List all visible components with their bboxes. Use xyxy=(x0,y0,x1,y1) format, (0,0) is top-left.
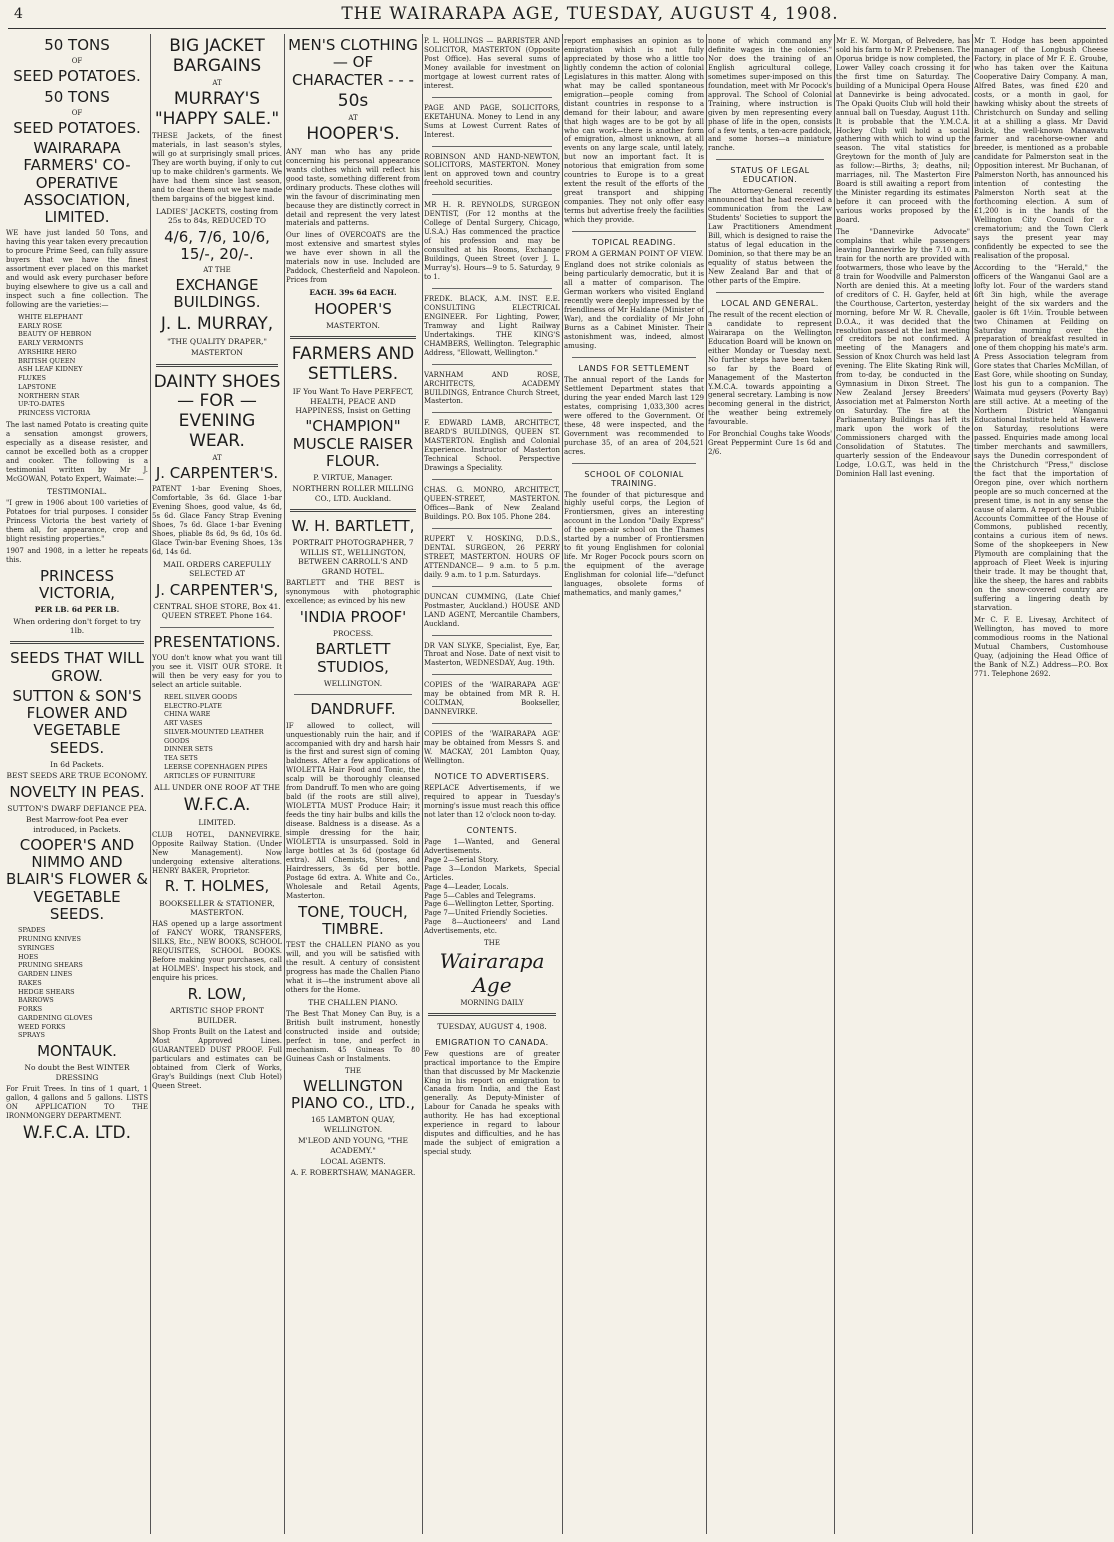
column-4 xyxy=(424,34,560,1534)
mens-clothing-heading: MEN'S CLOTHING — OF CHARACTER - - - xyxy=(288,36,418,89)
local-items-2: According to the "Herald," the officers of the Wanganui Gaol are a lofty lot. Four of the warders stand 6ft 3in high, while the average height of the six warders and the gaoler is 6ft 1½in. Trouble between two Chinamen at Feilding on Saturday morning over the preparation of breakfast resulted in one of them chopping his mate's arm. A Press Association telegram from Gore states that Charles McMillan, of East Gore, while shooting on Sunday, lost his gun to a companion. The Waimata mud geysers (Poverty Bay) are still active. At a meeting of the Northern District Wanganui Educational Institute held at Hawera on Saturday, resolutions were passed. Enquiries made among local timber merchants and sawmillers, says the Dunedin correspondent of the Christchurch "Press," disclose the fact that the importation of Oregon pine, over which northern people are so much concerned at the present time, is not in any sense the cause of alarm. A report of the Public Accounts Committee of the House of Commons, published recently, contains a curious item of news. Some of the shopkeepers in New Plymouth are complaining that the approach of Fleet Week is injuring their trade. It may be thought that, like the sheep, the hares and rabbits on the snow-covered country are suffering a lingering death by starvation. xyxy=(974,263,1108,613)
champion-flour: "CHAMPION" MUSCLE RAISER FLOUR. xyxy=(292,417,414,470)
list-item: Page 5—Cables and Telegrams. xyxy=(424,891,536,900)
list-item: NORTHERN STAR xyxy=(18,391,80,400)
topical-sub: FROM A GERMAN POINT OF VIEW. xyxy=(564,249,704,259)
studios-place: WELLINGTON. xyxy=(323,678,383,688)
of-label: OF xyxy=(71,57,83,66)
business-card: F. EDWARD LAMB, ARCHITECT, BEARD'S BUILDINGS, QUEEN ST. MASTERTON. English and Colonial Experience. Instructor of Masterton Technical School. Perspective Drawings a Speciality. xyxy=(424,419,560,473)
headline-seed-potatoes: SEED POTATOES. xyxy=(13,67,141,86)
column-7 xyxy=(836,34,970,1534)
presentations-heading: PRESENTATIONS. xyxy=(153,632,281,651)
editorial-heading: EMIGRATION TO CANADA. xyxy=(435,1037,549,1047)
list-item: WEED FORKS xyxy=(18,1022,66,1031)
overcoats-text: Our lines of OVERCOATS are the most extensive and smartest styles we have ever shown in all the materials now in use. Included are Paddock, Chesterfield and Napoleon. Prices from xyxy=(286,231,420,285)
virtue-manager: P. VIRTUE, Manager. xyxy=(313,473,393,483)
local-items: Mr T. Hodge has been appointed manager of the Longbush Cheese Factory, in place of Mr F. E. Groube, who has taken over the Kaituna Cooperative Dairy Company. A man, Alfred Bates, was fined £20 and costs, or a month in gaol, for hawking whisky about the streets of Christchurch on Sunday and selling it at a shilling a glass. Mr David Buick, the well-known Manawatu farmer and racehorse-owner and breeder, is mentioned as a probable candidate for Palmerston seat in the Opposition interest. Mr Buchanan, of Palmerston North, has announced his intention of contesting the Palmerston North seat at the forthcoming election. A sum of £1,200 is in the hands of the Wellington City Council for a crematorium; and the Town Clerk says the present year may confidently be expected to see the realisation of the proposal. xyxy=(974,37,1108,260)
divider xyxy=(290,336,416,339)
peas-heading: NOVELTY IN PEAS. xyxy=(9,782,145,801)
local-items-2: The "Dannevirke Advocate" complains that while passengers leaving Dannevirke by the 7.10 a.m. train for the north are provided with footwarmers, those who leave by the 8 train for Woodville and Palmerston North are denied this. At a meeting of creditors of C. H. Gayfer, held at the Courthouse, Carterton, yesterday morning, before Mr W. R. Chevalle, D.O.A., it was decided that the resolution passed at the last meeting of creditors be not confirmed. A meeting of the Managers and Session of Knox Church was held last evening. The Elite Skating Rink will, from to-day, be conducted in the Gymnasium in Dixon Street. The New Zealand Jersey Breeders' Association met at Palmerston North on Saturday. The fire at the Parliamentary Buildings has left its mark upon the work of the Commissioners charged with the Consolidation of Statutes. The quarterly session of the Endeavour Lodge, I.O.G.T., was held in the Dominion Hall last evening. xyxy=(836,228,970,478)
list-item: Page 7—United Friendly Societies. xyxy=(424,909,548,918)
tone-heading: TONE, TOUCH, TIMBRE. xyxy=(298,902,408,938)
murrays-heading: MURRAY'S "HAPPY SALE." xyxy=(154,89,280,129)
overcoat-price: EACH. 39s 6d EACH. xyxy=(309,288,397,298)
divider xyxy=(290,509,416,512)
list-item: ART VASES xyxy=(164,719,203,728)
list-item: Page 8—Auctioneers' and Land Advertisements, etc. xyxy=(424,918,560,936)
farmers-text: IF You Want To Have PERFECT, HEALTH, PEACE AND HAPPINESS, Insist on Getting xyxy=(292,387,414,415)
mens-price: 50s xyxy=(337,90,369,111)
business-card: DUNCAN CUMMING, (Late Chief Postmaster, Auckland.) HOUSE AND LAND AGENT, Mercantile Chambers, Auckland. xyxy=(424,592,560,628)
holmes-heading: R. T. HOLMES, xyxy=(164,877,270,896)
divider xyxy=(432,412,552,413)
column-divider xyxy=(150,34,151,1534)
status-heading: STATUS OF LEGAL EDUCATION. xyxy=(730,166,810,185)
bartlett-heading: W. H. BARTLETT, xyxy=(291,517,415,536)
divider xyxy=(432,528,552,529)
business-card: FREDK. BLACK, A.M. INST. E.E. CONSULTING ELECTRICAL ENGINEER. For Lighting, Power, Tramway and Light Railway Undertakings. THE KING'S CHAMBERS, Wellington. Telegraphic Address, "Ellowatt, Wellington." xyxy=(424,294,560,357)
divider xyxy=(572,357,696,358)
column-3 xyxy=(286,34,420,1534)
status-text: The Attorney-General recently announced that he had received a communication from the Law Students' Societies to support the Law Practitioners Amendment Bill, which is designed to raise the status of legal education in the Dominion, so that there may be an equality of status between the New Zealand Bar and that of other parts of the Empire. xyxy=(708,187,832,285)
column-divider xyxy=(972,34,973,1534)
local-general-heading: LOCAL AND GENERAL. xyxy=(721,298,819,308)
tools-list xyxy=(18,926,148,1040)
list-item: ASH LEAF KIDNEY xyxy=(18,365,83,374)
princess-victoria-price: PER LB. 6d PER LB. xyxy=(34,605,120,615)
list-item: UP-TO-DATES xyxy=(18,400,65,409)
bartlett-studios: BARTLETT STUDIOS, xyxy=(315,640,391,676)
at-label: AT xyxy=(212,79,222,88)
org-name: WAIRARAPA FARMERS' CO-OPERATIVE ASSOCIATION, LIMITED. xyxy=(23,139,131,226)
list-item: Page 6—Wellington Letter, Sporting. xyxy=(424,900,554,909)
list-item: BEAUTY OF HEBRON xyxy=(18,330,92,339)
divider xyxy=(432,635,552,636)
business-card: RUPERT V. HOSKING, D.D.S., DENTAL SURGEON, 26 PERRY STREET, MASTERTON. HOURS OF ATTENDANCE— 9 a.m. to 5 p.m. daily. 9 a.m. to 1 p.m. Saturdays. xyxy=(424,534,560,579)
business-card: MR H. R. REYNOLDS, SURGEON DENTIST, (For 12 months at the College of Dental Surgery, Chicago, U.S.A.) Has commenced the practice of his profession and may be consulted at his Rooms, Exchange Buildings, Queen Street (over J. L. Murray's). Hours—9 to 5. Saturday, 9 to 1. xyxy=(424,201,560,281)
list-item: Page 1—Wanted, and General Advertisements. xyxy=(424,837,560,855)
local-general-text: The result of the recent election of a candidate to represent Wairarapa on the Wellington Education Board will be known on either Monday or Tuesday next. No further steps have been taken so far by the Board of Management of the Masterton Y.M.C.A. towards appointing a general secretary. Lambing is now becoming general in the district, the weather being extremely favourable. xyxy=(708,310,832,427)
page-number: 4 xyxy=(14,6,23,22)
low-heading: R. LOW, xyxy=(187,985,247,1004)
divider xyxy=(156,364,278,367)
presentations-text: YOU don't know what you want till you see it. VISIT OUR STORE. It will then be very easy for you to select an article suitable. xyxy=(152,653,282,689)
at-the-label: AT THE xyxy=(203,266,231,275)
lands-text: The annual report of the Lands for Settlement Department states that during the year ended March last 129 estates, comprising 1,033,300 acres were offered to the Government. Of these, 48 were inspected, and the Government was recommended to purchase 35, of an area of 204,521 acres. xyxy=(564,375,704,456)
list-item: SILVER-MOUNTED LEATHER GOODS xyxy=(164,727,264,745)
column-5 xyxy=(564,34,704,1534)
jl-murray-sub: "THE QUALITY DRAPER," xyxy=(167,337,267,347)
list-item: ARTICLES OF FURNITURE xyxy=(164,771,256,780)
list-item: HEDGE SHEARS xyxy=(18,987,75,996)
process-label: PROCESS. xyxy=(332,629,374,639)
list-item: RAKES xyxy=(18,978,42,987)
milling-company: NORTHERN ROLLER MILLING CO., LTD. Auckland. xyxy=(292,484,414,503)
intro-text: WE have just landed 50 Tons, and having this year taken every precaution to procure Prime Seed, can fully assure buyers that we have the finest assortment ever placed on this market and would ask every purchaser before buying elsewhere to give us a call and inspect such a fine collection. The following are the varieties:— xyxy=(6,229,148,309)
business-card: PAGE AND PAGE, SOLICITORS, EKETAHUNA. Money to Lend in any Sums at Lowest Current Rates of Interest. xyxy=(424,103,560,139)
list-item: BRITISH QUEEN xyxy=(18,356,76,365)
sutton-heading: SUTTON & SON'S FLOWER AND VEGETABLE SEEDS. xyxy=(12,686,142,757)
lands-heading: LANDS FOR SETTLEMENT xyxy=(578,363,690,373)
divider xyxy=(10,641,144,644)
list-item: REEL SILVER GOODS xyxy=(164,692,238,701)
column-6 xyxy=(708,34,832,1534)
article-text: none of which command any definite wages in the colonies." Nor does the training of an English agricultural college, sometimes super-imposed on this foundation, meet with Mr Pocock's approval. The School of Colonial Training, where instruction is given by men representing every phase of life in the open, consists of a few tents, a ten-acre paddock, and some horses—a miniature ranche. xyxy=(708,37,832,153)
low-sub: ARTISTIC SHOP FRONT BUILDER. xyxy=(170,1006,264,1025)
column-divider xyxy=(834,34,835,1534)
club-hotel: CLUB HOTEL, DANNEVIRKE. Opposite Railway Station. (Under New Management). Now undergoing extensive alterations. HENRY BAKER, Proprietor. xyxy=(152,830,282,875)
cooper-heading: COOPER'S AND NIMMO AND BLAIR'S FLOWER & VEGETABLE SEEDS. xyxy=(6,835,148,923)
big-jacket-heading: BIG JACKET BARGAINS xyxy=(169,36,265,76)
tone-text: TEST the CHALLEN PIANO as you will, and you will be satisfied with the result. A century of consistent progress has made the Challen Piano what it is—the instrument above all others for the Home. xyxy=(286,941,420,994)
at-label: AT xyxy=(348,114,358,123)
business-card: P. L. HOLLINGS — BARRISTER AND SOLICITOR, MASTERTON (Opposite Post Office). Has several sums of Money available for investment on mortgage at lowest current rates of interest. xyxy=(424,37,560,90)
column-1 xyxy=(6,34,148,1534)
testimonial-heading: TESTIMONIAL. xyxy=(47,486,107,496)
farmers-heading: FARMERS AND SETTLERS. xyxy=(291,344,415,384)
business-card: ROBINSON AND HAND-NEWTON, SOLICITORS, MASTERTON. Money lent on approved town and country freehold securities. xyxy=(424,152,560,188)
topical-heading: TOPICAL READING. xyxy=(592,238,676,248)
ladies-jackets: LADIES' JACKETS, costing from 25s to 84s, REDUCED TO xyxy=(155,206,279,226)
carpenters-heading-2: J. CARPENTER'S, xyxy=(155,580,279,599)
list-item: SYRINGES xyxy=(18,943,55,952)
india-proof: 'INDIA PROOF' xyxy=(299,607,407,626)
princess-victoria-heading: PRINCESS VICTORIA, xyxy=(38,566,115,602)
of-label: OF xyxy=(71,108,83,117)
list-item: CHINA WARE xyxy=(164,710,211,719)
list-item: PRUNING KNIVES xyxy=(18,935,81,943)
hoopers-heading: HOOPER'S. xyxy=(306,124,400,145)
bartlett-sub: PORTRAIT PHOTOGRAPHER, 7 WILLIS ST., WELLINGTON, BETWEEN CARROLL'S AND GRAND HOTEL. xyxy=(292,538,414,576)
jl-murray-place: MASTERTON xyxy=(191,348,243,358)
column-2 xyxy=(152,34,282,1534)
wfca-sub: LIMITED. xyxy=(198,818,236,828)
low-text: Shop Fronts Built on the Latest and Most Approved Lines. GUARANTEED DUST PROOF. Full particulars and estimates can be obtained from Clerk of Works, Gray's Buildings (next Club Hotel) Queen Street. xyxy=(152,1028,282,1090)
jl-murray: J. L. MURRAY, xyxy=(160,313,274,334)
the-label: THE xyxy=(345,1066,361,1075)
list-item: HOES xyxy=(18,952,39,961)
list-item: GARDEN LINES xyxy=(18,970,73,979)
potato-note: The last named Potato is creating quite a sensation amongst growers, especially as a disease resister, and cannot be excelled both as a cropper and cooker. The following is a testimonial written by Mr J. McGOWAN, Potato Expert, Waimate:— xyxy=(6,421,148,483)
list-item: Page 4—Leader, Locals. xyxy=(424,882,509,891)
divider xyxy=(572,231,696,232)
mleod-young: M'LEOD AND YOUNG, "THE ACADEMY." xyxy=(297,1136,409,1155)
editorial-text: Few questions are of greater practical importance to the Empire than that discussed by Mr Mackenzie King in his report on emigration to Canada from India, and the East generally. As Deputy-Minister of Labour for Canada he speaks with authority. He has had exceptional experience in regard to labour disputes and difficulties, and he has made the subject of emigration a special study. xyxy=(424,1049,560,1157)
sutton-note: BEST SEEDS ARE TRUE ECONOMY. xyxy=(6,771,148,781)
article-text: report emphasises an opinion as to emigration which is not fully appreciated by those who a little too lightly condemn the action of colonial Legislatures in this matter. Along with what may be called spontaneous emigration—people coming from distant countries in response to a demand for their labour, and aware that high wages are to be got by all who can work—there is another form of emigration, almost unknown, at all events on any large scale, until lately, but now an important fact. It is notorious that emigration from some countries to Europe is to a great extent the result of the efforts of the great transport and shipping companies. They not only offer easy terms but advertise freely the facilities which they provide. xyxy=(564,37,704,225)
divider xyxy=(432,364,552,365)
list-item: BARROWS xyxy=(18,996,54,1005)
newspaper-title: Wairarapa Age xyxy=(439,949,545,998)
divider xyxy=(716,159,824,160)
divider xyxy=(572,463,696,464)
list-item: Page 3—London Markets, Special Articles. xyxy=(424,864,560,882)
montauk-sub: No doubt the Best WINTER DRESSING xyxy=(24,1063,130,1082)
wellington-piano: WELLINGTON PIANO CO., LTD., xyxy=(290,1076,416,1113)
carpenters-heading: J. CARPENTER'S. xyxy=(155,464,279,483)
list-item: ELECTRO-PLATE xyxy=(164,701,222,710)
hoopers-heading-2: HOOPER'S xyxy=(314,299,392,318)
testimonial-text: "I grew in 1906 about 100 varieties of Potatoes for trial purposes. I consider Princess Victoria the best variety of them all, for appearance, crop and blight resisting properties." xyxy=(6,499,148,543)
list-item: LAPSTONE xyxy=(18,382,56,391)
holmes-sub: BOOKSELLER & STATIONER, MASTERTON. xyxy=(159,898,275,918)
dandruff-heading: DANDRUFF. xyxy=(310,700,396,719)
presentations-list xyxy=(164,693,282,781)
jacket-text: THESE Jackets, of the finest materials, in last season's styles, will go at surprisingly small prices. They are worth buying, if only to cut up to make children's garments. We have had them since last season, and to clear them out we have made them bargains of the biggest kind. xyxy=(152,132,282,203)
column-8 xyxy=(974,34,1108,1534)
robertshaw: A. F. ROBERTSHAW, MANAGER. xyxy=(290,1168,416,1178)
list-item: GARDENING GLOVES xyxy=(18,1013,93,1022)
shoes-text: PATENT 1-bar Evening Shoes, Comfortable, 3s 6d. Glace 1-bar Evening Shoes, good value, 4s 6d, 5s 6d. Glace Fancy Strap Evening Shoes, 7s 6d. Glace 1-bar Evening Shoes, pliable 8s 6d, 9s 6d, 10s 6d. Glace Twin-bar Evening Shoes, 13s 6d, 14s 6d. xyxy=(152,485,282,556)
divider xyxy=(432,97,552,98)
headline-50-tons-2: 50 TONS xyxy=(44,87,110,106)
exchange-buildings: EXCHANGE BUILDINGS. xyxy=(173,276,261,312)
issue-date: TUESDAY, AUGUST 4, 1908. xyxy=(437,1022,547,1032)
wfca-heading: W.F.C.A. xyxy=(183,794,251,815)
testimonial-date: 1907 and 1908, in a letter he repeats this. xyxy=(6,546,148,564)
business-card: CHAS. G. MONRO, ARCHITECT, QUEEN-STREET, MASTERTON. Offices—Bank of New Zealand Buildings. P.O. Box 105. Phone 284. xyxy=(424,486,560,521)
notice-heading: NOTICE TO ADVERTISERS. xyxy=(434,772,550,781)
livesay-notice: Mr C. F. E. Livesay, Architect of Wellington, has moved to more commodious rooms in the National Mutual Chambers, Customhouse Quay, (adjoining the Head Office of the Bank of N.Z.) Address—P.O. Box 771. Telephone 2692. xyxy=(974,616,1108,678)
wellington-piano-address: 165 LAMBTON QUAY, WELLINGTON. xyxy=(310,1115,396,1134)
list-item: FORKS xyxy=(18,1005,43,1014)
local-agents: LOCAL AGENTS. xyxy=(320,1156,386,1166)
list-item: EARLY ROSE xyxy=(18,321,63,330)
montauk-heading: MONTAUK. xyxy=(37,1042,117,1061)
holmes-text: HAS opened up a large assortment of FANCY WORK, TRANSFERS, SILKS, Etc., NEW BOOKS, SCHOOL REQUISITES, SCHOOL BOOKS. Before making your purchases, call at HOLMES'. Inspect his stock, and enquire his prices. xyxy=(152,920,282,983)
peas-sub: SUTTON'S DWARF DEFIANCE PEA. xyxy=(7,803,147,813)
list-item: TEA SETS xyxy=(164,754,198,763)
hoopers-place: MASTERTON. xyxy=(326,320,380,330)
at-label: AT xyxy=(212,454,222,463)
divider xyxy=(160,627,274,628)
divider xyxy=(432,288,552,289)
peas-note: Best Marrow-foot Pea ever introduced, in Packets. xyxy=(26,815,128,834)
mens-text: ANY man who has any pride concerning his personal appearance wants clothes which will reflect his good taste, something different from ordinary products. These clothes will win the favour of discriminating men because they are distinctly correct in detail and represent the very latest materials and patterns. xyxy=(286,147,420,228)
princess-victoria-note: When ordering don't forget to try 1lb. xyxy=(13,616,141,635)
seeds-heading: SEEDS THAT WILL GROW. xyxy=(10,649,144,685)
advert-text: For Bronchial Coughs take Woods' Great Peppermint Cure 1s 6d and 2/6. xyxy=(708,430,832,457)
contents-list xyxy=(424,838,560,936)
contents-heading: CONTENTS. xyxy=(466,825,518,835)
varieties-list xyxy=(18,313,148,418)
local-items: Mr E. W. Morgan, of Belvedere, has sold his farm to Mr P. Prebensen. The Oporua bridge is now completed, the Lower Valley coach crossing it for the first time on Saturday. The building of a Municipal Opera House at Dannevirke is being advocated. The Opaki Quoits Club will hold their annual ball on Tuesday, August 11th. It is probable that the Y.M.C.A. Hockey Club will hold a social gathering with which to wind up the season. The vital statistics for Greytown for the month of July are as follow:—Births, 3; deaths, nil; marriages, nil. The Masterton Fire Board is still awaiting a report from the Minister regarding its estimates before it can proceed with the various works proposed by the Board. xyxy=(836,37,970,225)
divider xyxy=(432,586,552,587)
list-item: LEERSE COPENHAGEN PIPES xyxy=(164,762,268,771)
morning-daily: MORNING DAILY xyxy=(460,999,524,1008)
bartlett-text: BARTLETT and THE BEST is synonymous with photographic excellence; as evinced by his new xyxy=(286,578,420,605)
divider xyxy=(716,292,824,293)
masthead: THE WAIRARAPA AGE, TUESDAY, AUGUST 4, 1908. xyxy=(341,4,839,24)
wfca-footer: W.F.C.A. LTD. xyxy=(22,1123,132,1143)
divider xyxy=(432,723,552,724)
school-heading: SCHOOL OF COLONIAL TRAINING. xyxy=(584,469,684,488)
sutton-price: In 6d Packets. xyxy=(50,759,104,769)
list-item: Page 2—Serial Story. xyxy=(424,855,499,864)
jacket-prices: 4/6, 7/6, 10/6, 15/-, 20/-. xyxy=(164,227,270,263)
list-item: AYRSHIRE HERO xyxy=(18,347,77,356)
business-card: DR VAN SLYKE, Specialist, Eye, Ear, Throat and Nose. Date of next visit to Masterton, WEDNESDAY, Aug. 19th. xyxy=(424,641,560,668)
column-divider xyxy=(422,34,423,1534)
list-item: PRUNING SHEARS xyxy=(18,961,83,970)
divider xyxy=(432,479,552,480)
business-card: COPIES of the 'WAIRARAPA AGE' may be obtained from MR R. H. COLTMAN, Bookseller, DANNEVIRKE. xyxy=(424,681,560,717)
school-text: The founder of that picturesque and highly useful corps, the Legion of Frontiersmen, gives an interesting account in the London "Daily Express" of the open-air school on the Thames started by a number of Frontiersmen to fit young Englishmen for colonial life. Mr Roger Pocock pours scorn on the equipment of the average Englishman for colonial life—"defunct languages, obsolete forms of mathematics, and manly games," xyxy=(564,490,704,597)
business-card: VARNHAM AND ROSE, ARCHITECTS, ACADEMY BUILDINGS, Entrance Church Street, Masterton. xyxy=(424,370,560,406)
the-label: THE xyxy=(484,939,500,948)
divider xyxy=(428,1013,556,1016)
dandruff-text: IF allowed to collect, will unquestionably ruin the hair, and if accompanied with dry and harsh hair is the first and surest sign of coming baldness. After a few applications of WIOLETTA Hair Food and Tonic, the scalp will be thoroughly cleansed from Dandruff. To men who are going bald (if the roots are still alive), WIOLETTA MUST Produce Hair; it feeds the tiny hair bulbs and kills the disease. Baldness is a disease. As a simple dressing for the hair, WIOLETTA is unsurpassed. Sold in large bottles at 3s 6d (postage 6d extra). All Chemists, Stores, and Hairdressers, 3s 6d per bottle. Postage 6d extra. A. White and Co., Wholesale and Retail Agents, Masterton. xyxy=(286,721,420,900)
divider xyxy=(432,674,552,675)
business-card: COPIES of the 'WAIRARAPA AGE' may be obtained from Messrs S. and W. MACKAY, 201 Lambton Quay, Wellington. xyxy=(424,730,560,766)
carpenters-address: CENTRAL SHOE STORE, Box 41. QUEEN STREET. Phone 164. xyxy=(153,601,281,621)
challen-heading: THE CHALLEN PIANO. xyxy=(308,997,398,1007)
list-item: SPADES xyxy=(18,926,46,935)
montauk-note: For Fruit Trees. In tins of 1 quart, 1 gallon, 4 gallons and 5 gallons. LISTS ON APPLICATION TO THE IRONMONGERY DEPARTMENT. xyxy=(6,1085,148,1121)
list-item: FLUKES xyxy=(18,374,47,383)
divider xyxy=(294,694,412,695)
column-divider xyxy=(562,34,563,1534)
masthead-rule xyxy=(8,28,1106,29)
column-divider xyxy=(706,34,707,1534)
dainty-shoes-heading: DAINTY SHOES — FOR — EVENING WEAR. xyxy=(153,371,281,451)
list-item: PRINCESS VICTORIA xyxy=(18,409,91,418)
headline-seed-potatoes-2: SEED POTATOES. xyxy=(13,118,141,137)
article-text: England does not strike colonials as being particularly democratic, but it is all a matter of comparison. The German workers who visited England recently were deeply impressed by the friendliness of Mr Haldane (Minister of War), and the cordiality of Mr John Burns as a Cabinet Minister. Their astonishment was, indeed, almost amusing. xyxy=(564,261,704,350)
notice-text: REPLACE Advertisements, if we required to appear in Tuesday's morning's issue must reach this office not later than 12 o'clock noon to-day. xyxy=(424,784,560,819)
list-item: EARLY VERMONTS xyxy=(18,339,84,348)
challen-text: The Best That Money Can Buy, is a British built instrument, honestly constructed inside and outside; perfect in tone, and perfect in mechanism. 45 Guineas To 80 Guineas Cash or Instalments. xyxy=(286,1010,420,1064)
list-item: SPRAYS xyxy=(18,1031,45,1040)
under-one-roof: ALL UNDER ONE ROOF AT THE xyxy=(154,783,280,793)
mail-orders: MAIL ORDERS CAREFULLY SELECTED AT xyxy=(162,559,272,579)
divider xyxy=(432,194,552,195)
divider xyxy=(432,146,552,147)
list-item: DINNER SETS xyxy=(164,745,213,754)
headline-50-tons: 50 TONS xyxy=(44,36,110,54)
column-divider xyxy=(284,34,285,1534)
list-item: WHITE ELEPHANT xyxy=(18,312,83,321)
